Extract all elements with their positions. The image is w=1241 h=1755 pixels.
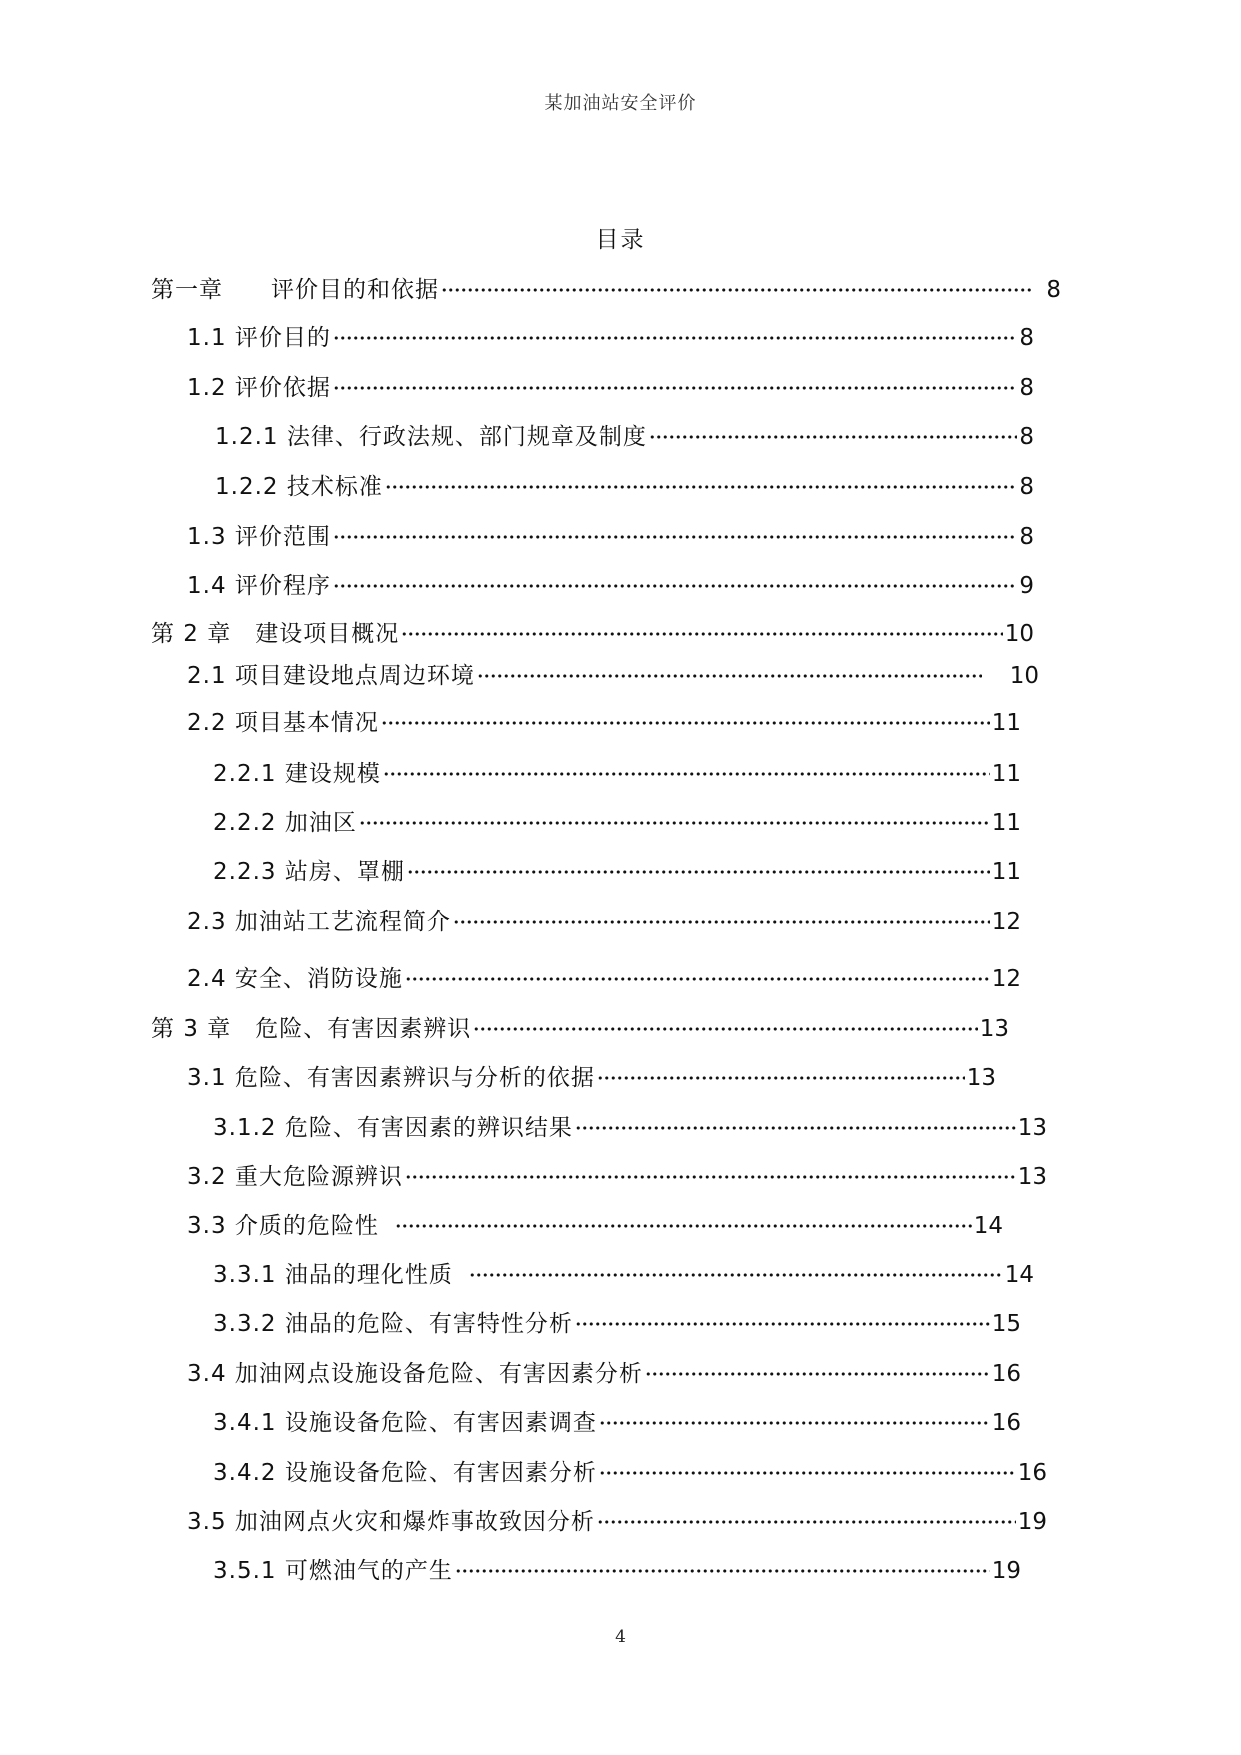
toc-entry-label: 3.3.2 油品的危险、有害特性分析 xyxy=(213,1311,573,1337)
toc-entry-page-number: 19 xyxy=(1017,1509,1047,1535)
toc-leader-dots xyxy=(405,964,990,994)
toc-entry-label: 3.4.1 设施设备危险、有害因素调查 xyxy=(213,1410,597,1436)
toc-entry xyxy=(187,708,1021,738)
toc-entry-page-number: 8 xyxy=(1046,277,1061,303)
toc-entry-label: 1.2.1 法律、行政法规、部门规章及制度 xyxy=(215,424,647,450)
toc-entry-page-number: 10 xyxy=(1009,663,1039,689)
toc-entry-page-number: 13 xyxy=(966,1065,996,1091)
toc-entry-page-number: 13 xyxy=(1017,1164,1047,1190)
toc-entry-page-number: 10 xyxy=(1004,621,1034,647)
toc-entry-label: 1.1 评价目的 xyxy=(187,325,331,351)
toc-entry xyxy=(187,907,1021,937)
toc-leader-dots xyxy=(645,1359,990,1389)
toc-entry xyxy=(151,1014,1009,1044)
toc-entry xyxy=(151,619,1034,649)
toc-leader-dots xyxy=(395,1211,972,1241)
toc-entry xyxy=(213,857,1021,887)
toc-entry-page-number: 11 xyxy=(991,810,1021,836)
toc-leader-dots xyxy=(597,1063,965,1093)
toc-leader-dots xyxy=(333,522,1017,552)
toc-entry-label: 3.2 重大危险源辨识 xyxy=(187,1164,403,1190)
toc-entry xyxy=(213,1408,1021,1438)
toc-entry-label: 2.2.3 站房、罩棚 xyxy=(213,859,405,885)
toc-leader-dots xyxy=(381,708,990,738)
toc-entry-page-number: 13 xyxy=(1017,1115,1047,1141)
toc-leader-dots xyxy=(333,571,1017,601)
toc-entry xyxy=(213,1309,1021,1339)
toc-entry-label: 2.1 项目建设地点周边环境 xyxy=(187,663,475,689)
toc-entry xyxy=(215,472,1034,502)
toc-heading: 目录 xyxy=(595,227,646,253)
toc-entry-label: 3.5 加油网点火灾和爆炸事故致因分析 xyxy=(187,1509,595,1535)
toc-entry xyxy=(187,1507,1047,1537)
toc-entry xyxy=(187,1063,996,1093)
toc-entry-label: 3.4 加油网点设施设备危险、有害因素分析 xyxy=(187,1361,643,1387)
toc-entry-label: 2.3 加油站工艺流程简介 xyxy=(187,909,451,935)
toc-entry-page-number: 16 xyxy=(991,1410,1021,1436)
toc-entry-label: 第 3 章 危险、有害因素辨识 xyxy=(151,1016,472,1042)
toc-entry-page-number: 11 xyxy=(991,859,1021,885)
toc-entry xyxy=(151,275,1061,305)
toc-entry xyxy=(213,1113,1047,1143)
toc-entry xyxy=(213,1260,1034,1290)
toc-entry-label: 3.3.1 油品的理化性质 xyxy=(213,1262,453,1288)
toc-entry xyxy=(213,1556,1021,1586)
toc-entry xyxy=(187,661,1039,691)
toc-leader-dots xyxy=(599,1458,1016,1488)
toc-leader-dots xyxy=(649,422,1018,452)
toc-entry-label: 3.4.2 设施设备危险、有害因素分析 xyxy=(213,1460,597,1486)
toc-leader-dots xyxy=(575,1113,1016,1143)
toc-entry-label: 3.5.1 可燃油气的产生 xyxy=(213,1558,453,1584)
running-header: 某加油站安全评价 xyxy=(544,93,697,114)
toc-entry-page-number: 16 xyxy=(1017,1460,1047,1486)
toc-entry-page-number: 12 xyxy=(991,966,1021,992)
toc-entry xyxy=(187,1211,1003,1241)
toc-entry xyxy=(213,808,1021,838)
toc-entry xyxy=(187,1162,1047,1192)
toc-leader-dots xyxy=(453,907,990,937)
toc-entry-page-number: 11 xyxy=(991,710,1021,736)
toc-entry xyxy=(187,373,1034,403)
toc-leader-dots xyxy=(333,373,1017,403)
toc-entry-page-number: 8 xyxy=(1019,325,1034,351)
toc-entry xyxy=(213,759,1021,789)
toc-leader-dots xyxy=(333,323,1017,353)
toc-entry-label: 1.2.2 技术标准 xyxy=(215,474,383,500)
toc-entry xyxy=(215,422,1034,452)
toc-entry-page-number: 14 xyxy=(1004,1262,1034,1288)
toc-entry-label: 2.2.1 建设规模 xyxy=(213,761,381,787)
toc-entry-page-number: 8 xyxy=(1019,375,1034,401)
toc-leader-dots xyxy=(455,1556,990,1586)
toc-leader-dots xyxy=(359,808,990,838)
toc-leader-dots xyxy=(597,1507,1016,1537)
toc-entry xyxy=(187,522,1034,552)
toc-entry-page-number: 8 xyxy=(1019,474,1034,500)
toc-entry-page-number: 12 xyxy=(991,909,1021,935)
toc-entry xyxy=(187,571,1034,601)
toc-entry xyxy=(187,323,1034,353)
toc-entry-page-number: 14 xyxy=(973,1213,1003,1239)
toc-entry-label: 2.2 项目基本情况 xyxy=(187,710,379,736)
toc-leader-dots xyxy=(477,661,982,691)
toc-entry-label: 3.1.2 危险、有害因素的辨识结果 xyxy=(213,1115,573,1141)
toc-leader-dots xyxy=(441,275,1033,305)
toc-leader-dots xyxy=(405,1162,1016,1192)
toc-leader-dots xyxy=(385,472,1018,502)
toc-entry xyxy=(187,1359,1021,1389)
toc-leader-dots xyxy=(383,759,990,789)
toc-entry-page-number: 13 xyxy=(979,1016,1009,1042)
toc-leader-dots xyxy=(469,1260,1003,1290)
toc-entry-page-number: 11 xyxy=(991,761,1021,787)
toc-entry xyxy=(213,1458,1047,1488)
toc-leader-dots xyxy=(473,1014,977,1044)
toc-entry-page-number: 9 xyxy=(1019,573,1034,599)
toc-entry-label: 3.3 介质的危险性 xyxy=(187,1213,379,1239)
toc-entry-label: 1.4 评价程序 xyxy=(187,573,331,599)
toc-leader-dots xyxy=(599,1408,990,1438)
toc-entry-label: 第一章 评价目的和依据 xyxy=(151,277,439,303)
toc-entry-label: 2.4 安全、消防设施 xyxy=(187,966,403,992)
toc-entry xyxy=(187,964,1021,994)
toc-leader-dots xyxy=(575,1309,990,1339)
toc-entry-label: 第 2 章 建设项目概况 xyxy=(151,621,400,647)
toc-leader-dots xyxy=(407,857,990,887)
toc-entry-label: 2.2.2 加油区 xyxy=(213,810,357,836)
toc-entry-page-number: 8 xyxy=(1019,424,1034,450)
toc-leader-dots xyxy=(401,619,1002,649)
toc-entry-label: 1.3 评价范围 xyxy=(187,524,331,550)
toc-entry-page-number: 15 xyxy=(991,1311,1021,1337)
toc-entry-page-number: 8 xyxy=(1019,524,1034,550)
toc-entry-page-number: 16 xyxy=(991,1361,1021,1387)
toc-entry-label: 1.2 评价依据 xyxy=(187,375,331,401)
page-number: 4 xyxy=(615,1627,626,1647)
toc-entry-label: 3.1 危险、有害因素辨识与分析的依据 xyxy=(187,1065,595,1091)
toc-entry-page-number: 19 xyxy=(991,1558,1021,1584)
